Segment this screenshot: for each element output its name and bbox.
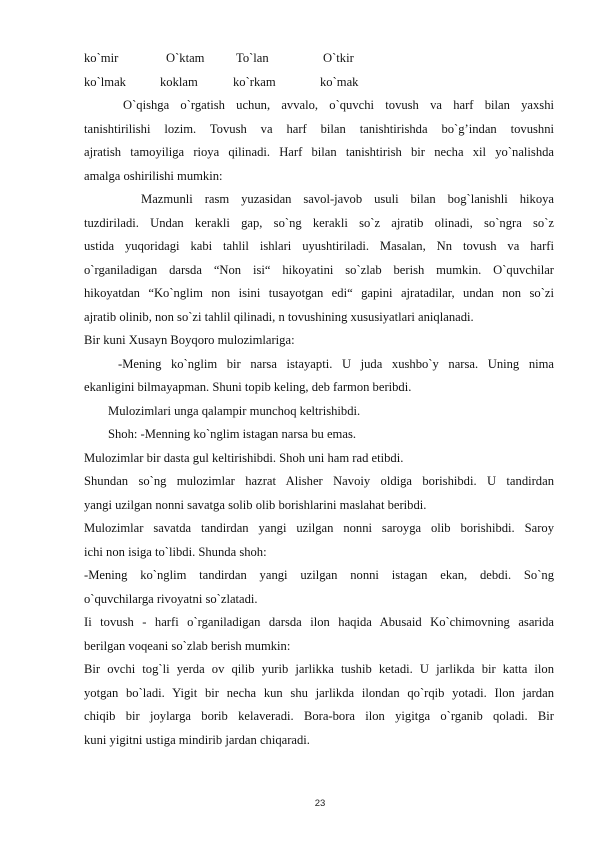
word-list [84, 47, 554, 94]
word-item: ko`lmak [84, 74, 126, 89]
text-line: amalga oshirilishi mumkin: [84, 168, 223, 183]
word-item: O`tkir [323, 51, 354, 65]
text-line: Bir ovchi tog`li yerda ov qilib yurib jarlikka tushib ketadi. U jarlikda bir katta ilon [84, 662, 554, 676]
text-line: ustida yuqoridagi kabi tahlil ishlari uyushtiriladi. Masalan, Nn tovush va harfi [84, 239, 554, 253]
text-line: Bir kuni Xusayn Boyqoro mulozimlariga: [84, 333, 295, 347]
text-line: ichi non isiga to`libdi. Shunda shoh: [84, 544, 267, 559]
text-line: ajratish tamoyiliga rioya qilinadi. Harf bilan tanishtirish bir necha xil yo`nalishda [84, 145, 554, 159]
text-line: Shundan so`ng mulozimlar hazrat Alisher Navoiy oldiga borishibdi. U tandirdan [84, 474, 554, 488]
word-item: To`lan [236, 51, 269, 65]
text-line: tuzdiriladi. Undan kerakli gap, so`ng kerakli so`z ajratib olinadi, so`ngra so`z [84, 215, 554, 230]
text-line: Ii tovush - harfi o`rganiladigan darsda ilon haqida Abusaid Ko`chimovning asarida [84, 615, 554, 629]
word-item: ko`rkam [233, 74, 276, 89]
document-page [84, 47, 554, 752]
word-item: koklam [160, 74, 198, 89]
text-line: yotgan bo`ladi. Yigit bir necha kun shu jarlikda ilondan qo`rqib yotadi. Ilon jardan [84, 685, 554, 700]
word-item: O`ktam [166, 51, 205, 65]
word-row [84, 71, 554, 95]
text-line: o`quvchilarga rivoyatni so`zlatadi. [84, 591, 258, 606]
text-line: hikoyatdan “Ko`nglim non isini tusayotgan edi“ gapini ajratadilar, undan non so`zi [84, 286, 554, 300]
text-line: ajratib olinib, non so`zi tahlil qilinadi, n tovushining xususiyatlari aniqlanadi. [84, 309, 474, 324]
text-line: o`rganiladigan darsda “Non isi“ hikoyatini so`zlab berish mumkin. O`quvchilar [84, 262, 554, 277]
word-item: ko`mak [320, 74, 359, 89]
text-line: yangi uzilgan nonni savatga solib olib borishlarini maslahat beribdi. [84, 497, 427, 512]
text-line: Mulozimlari unga qalampir munchoq keltrishibdi. [108, 403, 361, 418]
body-text [84, 94, 554, 752]
text-line: O`qishga o`rgatish uchun, avvalo, o`quvchi tovush va harf bilan yaxshi [123, 98, 554, 112]
text-line: tanishtirilishi lozim. Tovush va harf bilan tanishtirishda bo`g’indan tovushni [84, 121, 554, 136]
text-line: chiqib bir joylarga borib kelaveradi. Bora-bora ilon yigitga o`rganib qoladi. Bir [84, 709, 554, 723]
text-line: berilgan voqeani so`zlab berish mumkin: [84, 638, 291, 653]
text-line: ekanligini bilmayapman. Shuni topib keling, deb farmon beribdi. [84, 380, 412, 394]
text-line: Mulozimlar bir dasta gul keltirishibdi. Shoh uni ham rad etibdi. [84, 450, 404, 465]
text-line: Mazmunli rasm yuzasidan savol-javob usuli bilan bog`lanishli hikoya [141, 192, 554, 206]
page-number: 23 [314, 798, 326, 809]
text-line: kuni yigitni ustiga mindirib jardan chiqaradi. [84, 732, 310, 747]
text-line: -Mening ko`nglim tandirdan yangi uzilgan nonni istagan ekan, debdi. So`ng [84, 568, 554, 582]
word-item: ko`mir [84, 51, 119, 65]
word-row [84, 47, 554, 71]
text-line: Shoh: -Menning ko`nglim istagan narsa bu emas. [108, 427, 356, 441]
text-line: -Mening ko`nglim bir narsa istayapti. U juda xushbo`y narsa. Uning nima [118, 356, 554, 371]
text-line: Mulozimlar savatda tandirdan yangi uzilgan nonni saroyga olib borishibdi. Saroy [84, 521, 554, 535]
